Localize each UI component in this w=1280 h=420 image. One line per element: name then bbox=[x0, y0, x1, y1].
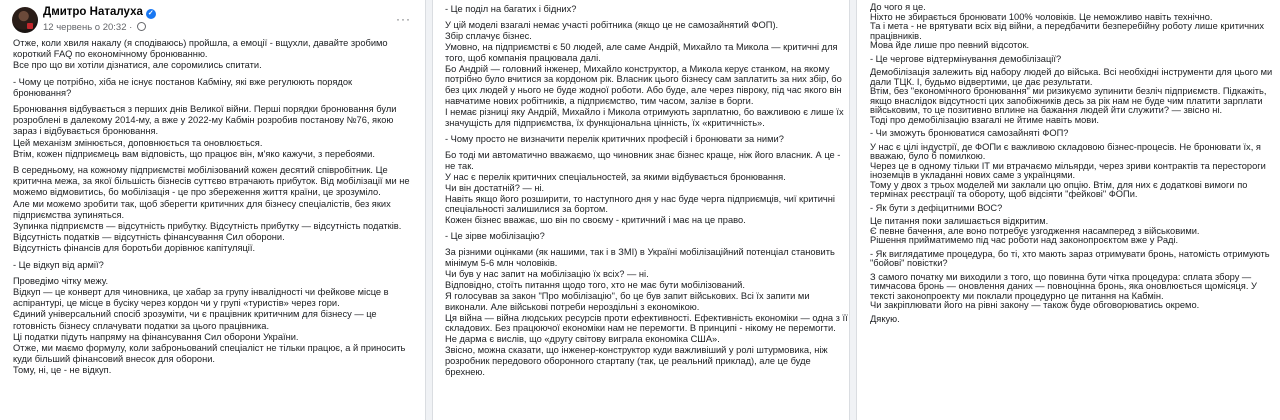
text-line: критична межа, за якої більшість бізнесів суттєво втрачають прибуток. Від мобілізації ми не bbox=[13, 176, 410, 187]
text-line: Все про що ви хотіли дізнатися, але соромились спитати. bbox=[13, 60, 262, 71]
post-paragraph bbox=[13, 104, 415, 160]
text-line: Цей механізм змінюється, доповнюється та оновлюється. bbox=[13, 137, 263, 148]
text-line: Я голосував за закон "Про мобілізацію", бо це був запит військових. Всі їх запити ми bbox=[445, 290, 810, 301]
post-meta bbox=[43, 22, 146, 33]
text-line: бронювання? bbox=[13, 87, 72, 98]
text-line: - Це поділ на багатих і бідних? bbox=[445, 4, 577, 14]
text-line: Тому, ні, це - не відкуп. bbox=[13, 365, 112, 376]
more-options-button[interactable]: ··· bbox=[396, 12, 411, 26]
text-line: Отже, коли хвиля накалу (я сподіваюсь) пройшла, а емоції - вщухли, давайте зробимо bbox=[13, 38, 388, 48]
faq-question bbox=[870, 55, 1272, 65]
text-line: аспірантурі, це місце в бусіку через кордон чи у групі «туристів» через гори. bbox=[13, 298, 340, 309]
text-line: виконали. Але військові потреби нероздільні з економікою. bbox=[445, 301, 700, 312]
text-line: не так. bbox=[445, 160, 474, 171]
post-paragraph bbox=[870, 68, 1272, 125]
text-line: підприємства зупиняться. bbox=[13, 209, 125, 220]
post-body bbox=[857, 0, 1280, 324]
text-line: За різними оцінками (як нашими, так і в ЗМІ) в Україні мобілізаційний потенціал становить bbox=[445, 247, 835, 258]
text-line: можемо відмовитись, бо мобілізація - це про збереження життя країни, це зрозуміло. bbox=[13, 187, 381, 198]
text-line: Чи був у нас запит на мобілізацію їх всіх? — ні. bbox=[445, 268, 649, 279]
text-line: Відсутність податків — відсутність фінансування Сил оборони. bbox=[13, 232, 285, 243]
text-line: брехнею. bbox=[445, 367, 485, 378]
post-paragraph bbox=[870, 3, 1272, 51]
post-paragraph bbox=[13, 165, 415, 255]
text-line: Відкуп — це конверт для чиновника, це хабар за групу інвалідності чи фейкове місце в bbox=[13, 287, 389, 298]
text-line: - Це відкуп від армії? bbox=[13, 259, 104, 270]
faq-question bbox=[13, 77, 415, 99]
post-panel-3 bbox=[856, 0, 1280, 420]
text-line: працівників. bbox=[870, 30, 922, 41]
post-timestamp[interactable]: 12 червень о 20:32 bbox=[43, 22, 127, 33]
text-line: готовність бізнесу сплачувати податки за цього працівника. bbox=[13, 320, 270, 331]
text-line: Є певне бачення, але воно потребує узгодження насамперед з військовими. bbox=[870, 225, 1200, 236]
post-header bbox=[0, 0, 425, 38]
text-line: Рішення прийматимемо під час роботи над законопроєктом вже у Раді. bbox=[870, 235, 1179, 245]
text-line: навчатиме нових робітників, а підприємство, тим часом, залізе в борги. bbox=[445, 96, 754, 107]
text-line: Втім, кожен підприємець вам відповість, що працює він, м'яко кажучи, з перебоями. bbox=[13, 148, 375, 159]
faq-question bbox=[870, 250, 1272, 269]
globe-icon bbox=[137, 22, 146, 31]
post-paragraph bbox=[870, 143, 1272, 200]
avatar[interactable] bbox=[12, 7, 38, 33]
text-line: Мова йде лише про певний відсоток. bbox=[870, 40, 1030, 50]
text-line: дали ТЦК. І, будьмо відвертими, це дає результати. bbox=[870, 76, 1093, 87]
text-line: Навіть якщо його розширити, то наступного дня у нас буде черга підприємців, чиї критичні bbox=[445, 193, 835, 204]
text-line: - Чому просто не визначити перелік критичних професій і бронювати за ними? bbox=[445, 133, 784, 144]
text-line: якщо внаслідок відсутності цих запобіжників десь за рік нам не буде чим платити зарплати bbox=[870, 95, 1263, 106]
text-line: З самого початку ми виходили з того, що повинна бути чітка процедура: сплата збору — bbox=[870, 271, 1252, 282]
text-line: спеціальності залишилися за бортом. bbox=[445, 204, 608, 215]
text-line: Але ми можемо зробити так, щоб зберегти критичних для бізнесу спеціалістів, без яких bbox=[13, 198, 391, 209]
text-line: мінімум 5-6 млн чоловіків. bbox=[445, 258, 558, 269]
text-line: Зупинка підприємств — відсутність прибутку. Відсутність прибутку — відсутність податків. bbox=[13, 221, 402, 232]
text-line: Ця війна — війна людських ресурсів проти ефективності. Ефективність економіки — одна з її bbox=[445, 312, 848, 323]
post-paragraph bbox=[445, 150, 841, 226]
faq-question bbox=[445, 134, 841, 145]
text-line: - Це зірве мобілізацію? bbox=[445, 231, 545, 242]
post-paragraph bbox=[870, 315, 1272, 325]
text-line: Це питання поки залишається відкритим. bbox=[870, 216, 1049, 226]
text-line: іноземців в укладанні нових саме з українцями. bbox=[870, 170, 1076, 180]
text-line: В середньому, на кожному підприємстві мобілізований кожен десятий співробітник. Це bbox=[13, 165, 388, 176]
text-line: Умовно, на підприємстві є 50 людей, але саме Андрій, Михайло та Микола — критичні для bbox=[445, 41, 838, 52]
text-line: без цих людей у нього не буде жодної роботи. Або буде, але через півроку, під час якого він bbox=[445, 85, 842, 96]
text-line: Бо Андрій — головний інженер, Михайло конструктор, а Микола керує станком, на якому bbox=[445, 63, 830, 74]
text-line: зараз і відбувається бронювання. bbox=[13, 126, 159, 137]
text-line: куди більший фінансовий внесок для оборони. bbox=[13, 354, 215, 365]
text-line: короткий FAQ по економічному бронюванню. bbox=[13, 49, 208, 60]
faq-question bbox=[13, 260, 415, 271]
post-paragraph bbox=[13, 38, 415, 72]
text-line: - Чому це потрібно, хіба не існує постанов Кабміну, які вже регулюють порядок bbox=[13, 76, 353, 87]
author-name-text[interactable]: Дмитро Наталуха bbox=[43, 6, 143, 18]
text-line: - Це чергове відтермінування демобілізації? bbox=[870, 53, 1062, 64]
author-name[interactable] bbox=[43, 6, 156, 19]
meta-separator: · bbox=[129, 22, 133, 33]
text-line: потрібно було вчитися за кордоном рік. Власник цього бізнесу сам заплатить за них збір, бо bbox=[445, 74, 842, 85]
post-body bbox=[433, 0, 849, 378]
text-line: значущість для підприємства, їх функціональна цінність, їх «критичність». bbox=[445, 118, 765, 129]
text-line: того, щоб компанія працювала далі. bbox=[445, 52, 601, 63]
post-paragraph bbox=[445, 19, 844, 129]
text-line: У цій моделі взагалі немає участі робітника (якщо це не самозайнятий ФОП). bbox=[445, 19, 779, 30]
text-line: Збір сплачує бізнес. bbox=[445, 30, 532, 41]
text-line: Єдиний універсальний спосіб зрозуміти, чи є працівник критичним для бізнесу — це bbox=[13, 309, 377, 320]
text-line: Кожен бізнес вважає, шо він по своєму - критичний і має на це право. bbox=[445, 215, 746, 226]
faq-question bbox=[870, 204, 1272, 214]
text-line: У нас є цілі індустрії, де ФОПи є важливою складовою бізнес-процесів. Не бронювати їх, я bbox=[870, 141, 1261, 152]
text-line: - Як бути з дефіцитними ВОС? bbox=[870, 202, 1003, 213]
text-line: Звісно, можна сказати, що інженер-конструктор куди важливіший у ролі штурмовика, ніж bbox=[445, 345, 828, 356]
faq-question bbox=[445, 4, 841, 15]
text-line: вважаю, було б помилкою. bbox=[870, 151, 986, 161]
text-line: термінах реєстрації та обороту, щоб відсіяти "фейкові" ФОПи. bbox=[870, 189, 1138, 199]
text-line: Демобілізація залежить від набору людей до війська. Всі необхідні інструменти для цього ми bbox=[870, 67, 1273, 77]
faq-question bbox=[445, 231, 841, 242]
text-line: Отже, ми маємо формулу, коли заброньований спеціаліст не тільки працює, а й приносить bbox=[13, 343, 406, 354]
post-paragraph bbox=[870, 273, 1272, 311]
faq-question bbox=[870, 129, 1272, 139]
text-line: тексті законопроекту ми поклали процедурно це питання на Кабмін. bbox=[870, 290, 1164, 301]
post-panel-2 bbox=[432, 0, 850, 420]
post-panel-1 bbox=[0, 0, 426, 420]
text-line: Втім, без "економічного бронювання" ми ризикуємо зупинити безліч підприємств. Підкажіть, bbox=[870, 86, 1267, 96]
text-line: Відповідно, стоїть питання щодо того, хто не має бути мобілізований. bbox=[445, 279, 745, 290]
text-line: І немає різниці яку Андрій, Михайло і Микола отримують зарплатню, бо важливою є лише їх bbox=[445, 107, 844, 118]
text-line: складових. Без працюючої економіки нам не перемогти. В принципі - нікому не перемогти. bbox=[445, 323, 836, 334]
text-line: розробник передового оборонного стартапу (так, це реальний приклад), але це буде bbox=[445, 356, 811, 367]
text-line: Ці податки підуть напряму на фінансування Сил оборони України. bbox=[13, 331, 299, 342]
text-line: Бронювання відбувається з перших днів Великої війни. Перші порядки бронювання були bbox=[13, 104, 397, 115]
verified-badge-icon: ✓ bbox=[146, 9, 156, 19]
text-line: Не дарма є вислів, що «другу світову виграла економіка США». bbox=[445, 334, 720, 345]
text-line: Відсутність фінансів для боротьби дорівнює капітуляції. bbox=[13, 243, 256, 254]
text-line: Чи закріплювати його на рівні закону — також буде обговорюватись окремо. bbox=[870, 300, 1200, 310]
post-paragraph bbox=[870, 217, 1272, 246]
text-line: Дякую. bbox=[870, 313, 900, 324]
text-line: До чого я це. bbox=[870, 2, 926, 12]
text-line: У нас є перелік критичних спеціальностей, за якими відбувається бронювання. bbox=[445, 171, 786, 182]
text-line: Тоді про демобілізацію взагалі не йтиме навіть мови. bbox=[870, 114, 1100, 125]
post-body bbox=[0, 38, 425, 377]
text-line: Через це в одному тільки IT ми втрачаємо мільярди, через зриви контрактів та перестороги bbox=[870, 160, 1266, 171]
text-line: військовим, то це позитивно вплине на бажання людей йти служити? — звісно ні. bbox=[870, 105, 1223, 115]
text-line: Бо тоді ми автоматично вважаємо, що чиновник знає бізнес краще, ніж його власник. А це - bbox=[445, 149, 841, 160]
text-line: розроблені в далекому 2014-му, а вже у 2022-му Кабмін розробив постанову №76, якою bbox=[13, 115, 394, 126]
text-line: Чи він достатній? — ні. bbox=[445, 182, 545, 193]
post-paragraph bbox=[445, 247, 848, 378]
text-line: Тому у двох з трьох моделей ми заклали цю опцію. Втім, для них є додаткові вимоги по bbox=[870, 179, 1248, 190]
text-line: Та і мета - не врятувати всіх від війни, а передбачити безперебійну роботу лише критичних bbox=[870, 21, 1265, 31]
text-line: - Як виглядатиме процедура, бо ті, хто мають зараз отримувати бронь, натомість отримують bbox=[870, 248, 1270, 259]
text-line: "бойові" повістки? bbox=[870, 258, 948, 268]
text-line: - Чи зможуть бронюватися самозайняті ФОП? bbox=[870, 128, 1069, 138]
text-line: Проведімо чітку межу. bbox=[13, 275, 109, 286]
post-paragraph bbox=[13, 276, 415, 377]
text-line: тимчасова бронь — оновлення даних — повноцінна бронь, яка оновлюється щомісяця. У bbox=[870, 281, 1257, 291]
text-line: Ніхто не збирається бронювати 100% чоловіків. Це неможливо навіть технічно. bbox=[870, 11, 1213, 22]
